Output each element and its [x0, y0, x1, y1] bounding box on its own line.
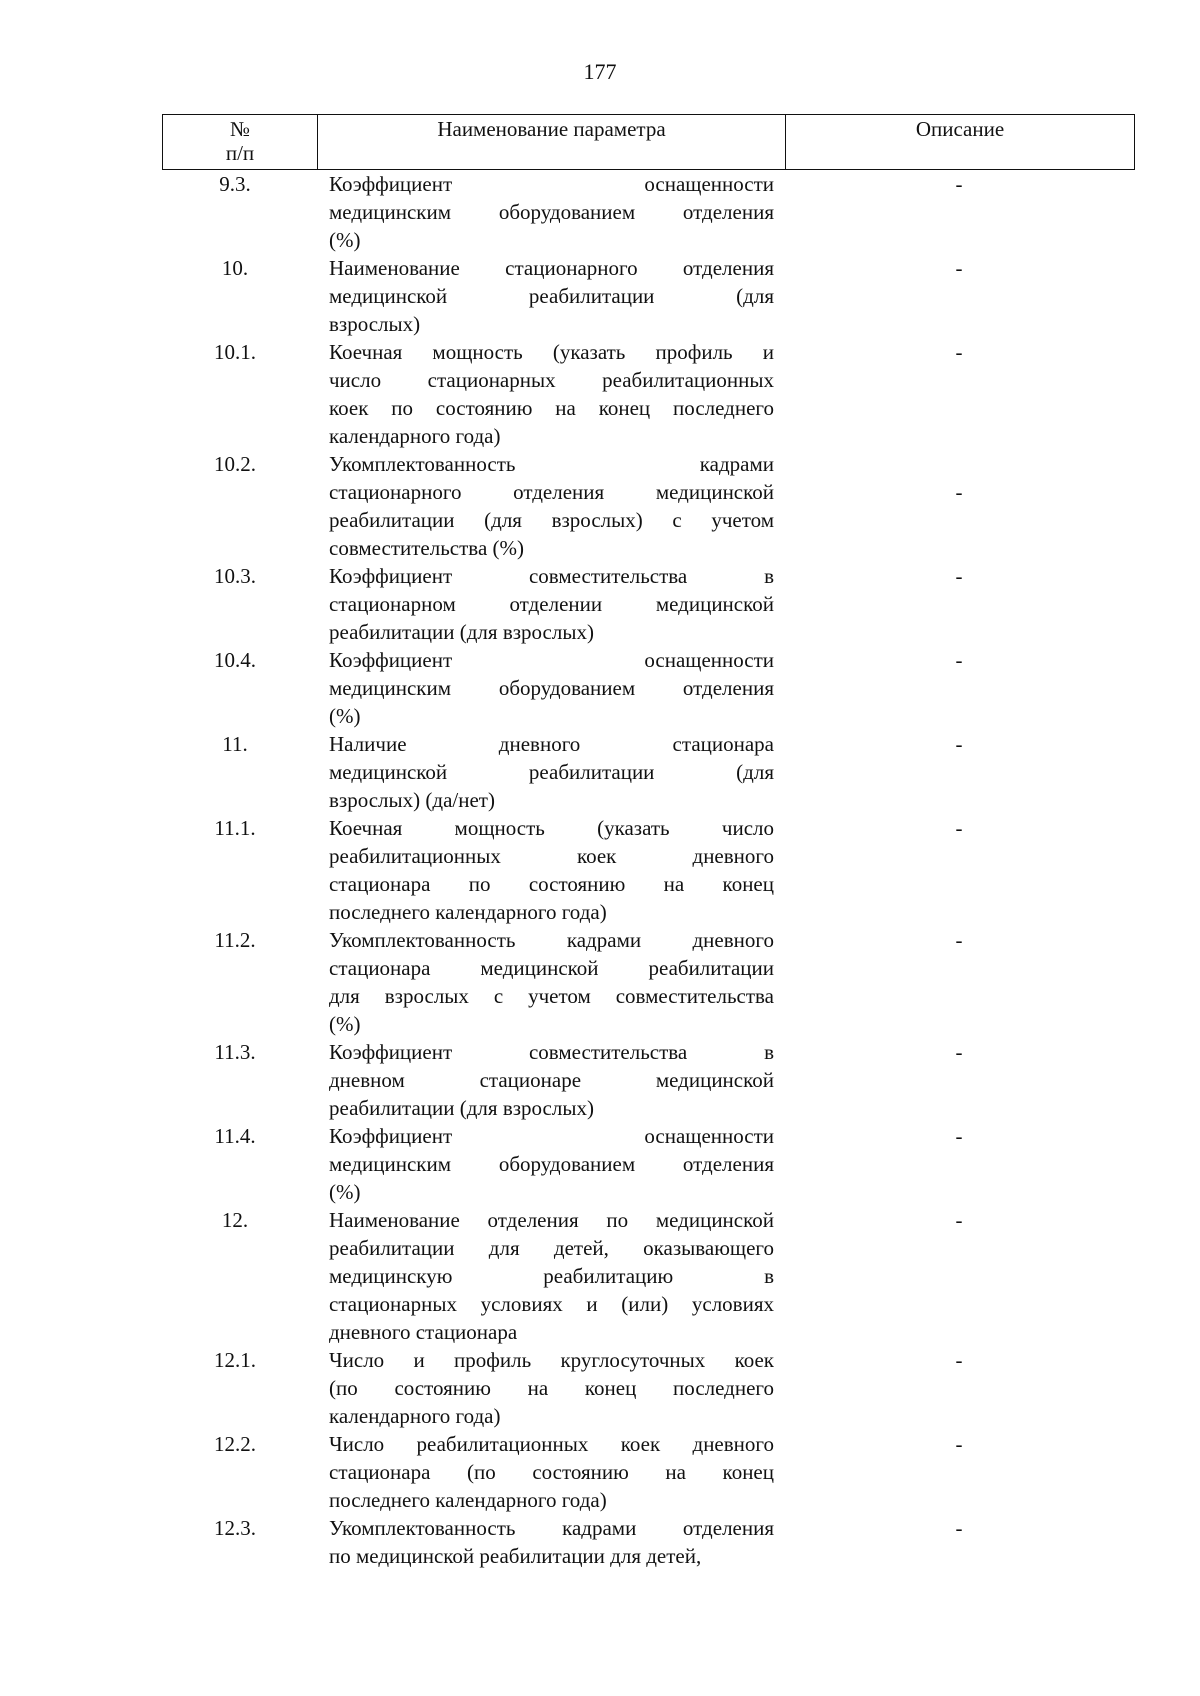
table-row: [162, 814, 1135, 926]
parameter-name-line: Число и профиль круглосуточных коек: [329, 1348, 774, 1372]
parameter-name-line: последнего календарного года): [329, 1488, 607, 1512]
parameter-name-line: стационарного отделения медицинской: [329, 480, 774, 504]
parameter-name: [316, 814, 785, 926]
table-row: [162, 1122, 1135, 1206]
table-row: [162, 730, 1135, 814]
description-value: -: [955, 816, 963, 840]
parameter-name-line: взрослых): [329, 312, 421, 336]
header-num: [163, 115, 317, 169]
table-body: [162, 170, 1135, 1570]
parameter-name: [316, 170, 785, 254]
parameter-name: [316, 1038, 785, 1122]
parameter-name-line: Наименование стационарного отделения: [329, 256, 774, 280]
table-row: [162, 338, 1135, 450]
table-header: [162, 114, 1135, 170]
row-number: 10.1.: [214, 340, 256, 364]
parameter-name-line: Коэффициент оснащенности: [329, 172, 774, 196]
parameter-name-line: дневного стационара: [329, 1320, 518, 1344]
parameter-name-line: Коечная мощность (указать профиль и: [329, 340, 774, 364]
description-value: -: [955, 1040, 963, 1064]
table-row: [162, 562, 1135, 646]
table-row: [162, 1430, 1135, 1514]
table-row: [162, 170, 1135, 254]
parameter-name-line: совместительства (%): [329, 536, 524, 560]
row-number: 11.2.: [214, 928, 256, 952]
description-value: -: [955, 1208, 963, 1232]
parameter-name-line: (%): [329, 1180, 361, 1204]
parameter-name-line: стационара по состоянию на конец: [329, 872, 774, 896]
table-row: [162, 1206, 1135, 1346]
parameter-name-line: медицинской реабилитации (для: [329, 760, 774, 784]
parameter-name-line: стационара медицинской реабилитации: [329, 956, 774, 980]
row-number: 10.3.: [214, 564, 256, 588]
page-number: 177: [583, 59, 617, 84]
parameter-name-line: Укомплектованность кадрами: [329, 452, 774, 476]
parameter-name: [316, 1122, 785, 1206]
parameter-name-line: стационарных условиях и (или) условиях: [329, 1292, 774, 1316]
parameter-name: [316, 562, 785, 646]
description-value: -: [955, 1516, 963, 1540]
parameter-name-line: реабилитации (для взрослых) с учетом: [329, 508, 774, 532]
parameter-name-line: коек по состоянию на конец последнего: [329, 396, 774, 420]
parameter-name: [316, 338, 785, 450]
description-value: -: [955, 1432, 963, 1456]
description-value: -: [955, 928, 963, 952]
table-row: [162, 1038, 1135, 1122]
header-description: Описание: [915, 117, 1005, 141]
description-value: -: [955, 732, 963, 756]
header-name: Наименование параметра: [317, 115, 786, 169]
parameter-name-line: реабилитации (для взрослых): [329, 620, 594, 644]
parameter-name-line: по медицинской реабилитации для детей,: [329, 1544, 702, 1568]
parameter-name-line: медицинским оборудованием отделения: [329, 1152, 774, 1176]
parameter-name-line: календарного года): [329, 1404, 501, 1428]
table-row: [162, 254, 1135, 338]
parameter-name-line: реабилитации для детей, оказывающего: [329, 1236, 774, 1260]
parameter-name-line: стационарном отделении медицинской: [329, 592, 774, 616]
row-number: 10.2.: [214, 452, 256, 476]
parameter-name-line: Коэффициент совместительства в: [329, 564, 774, 588]
description-value: -: [955, 1348, 963, 1372]
row-number: 12.1.: [214, 1348, 256, 1372]
table-row: [162, 646, 1135, 730]
row-number: 11.3.: [214, 1040, 256, 1064]
row-number: 10.4.: [214, 648, 256, 672]
description-value: -: [955, 256, 963, 280]
parameter-name-line: число стационарных реабилитационных: [329, 368, 774, 392]
parameter-name-line: календарного года): [329, 424, 501, 448]
parameter-name: [316, 1430, 785, 1514]
parameters-table: [162, 114, 1135, 1570]
parameter-name-line: Коэффициент оснащенности: [329, 1124, 774, 1148]
row-number: 10.: [221, 256, 249, 280]
description-value: -: [955, 648, 963, 672]
row-number: 12.2.: [214, 1432, 256, 1456]
parameter-name-line: (%): [329, 228, 361, 252]
description-value: -: [955, 564, 963, 588]
description-value: -: [955, 1124, 963, 1148]
parameter-name-line: Коечная мощность (указать число: [329, 816, 774, 840]
parameter-name: [316, 254, 785, 338]
parameter-name-line: Коэффициент оснащенности: [329, 648, 774, 672]
row-number: 9.3.: [219, 172, 251, 196]
parameter-name-line: Число реабилитационных коек дневного: [329, 1432, 774, 1456]
parameter-name-line: (%): [329, 704, 361, 728]
parameter-name: [316, 926, 785, 1038]
parameter-name: [316, 730, 785, 814]
parameter-name-line: реабилитации (для взрослых): [329, 1096, 594, 1120]
parameter-name: [316, 646, 785, 730]
parameter-name-line: реабилитационных коек дневного: [329, 844, 774, 868]
parameter-name-line: медицинскую реабилитацию в: [329, 1264, 774, 1288]
parameter-name-line: Наименование отделения по медицинской: [329, 1208, 774, 1232]
table-row: [162, 926, 1135, 1038]
parameter-name-line: медицинским оборудованием отделения: [329, 200, 774, 224]
parameter-name: [316, 1346, 785, 1430]
header-num-abbrev: п/п: [225, 141, 255, 165]
row-number: 12.: [221, 1208, 249, 1232]
parameter-name: [316, 450, 785, 562]
table-row: [162, 1514, 1135, 1570]
row-number: 11.1.: [214, 816, 256, 840]
parameter-name-line: взрослых) (да/нет): [329, 788, 495, 812]
row-number: 12.3.: [214, 1516, 256, 1540]
parameter-name-line: медицинской реабилитации (для: [329, 284, 774, 308]
description-value: -: [955, 340, 963, 364]
parameter-name-line: медицинским оборудованием отделения: [329, 676, 774, 700]
row-number: 11.: [222, 732, 248, 756]
table-row: [162, 450, 1135, 562]
parameter-name-line: Укомплектованность кадрами дневного: [329, 928, 774, 952]
description-value: -: [955, 172, 963, 196]
parameter-name-line: Наличие дневного стационара: [329, 732, 774, 756]
parameter-name-line: Коэффициент совместительства в: [329, 1040, 774, 1064]
parameter-name-line: Укомплектованность кадрами отделения: [329, 1516, 774, 1540]
header-num-symbol: №: [229, 117, 251, 141]
parameter-name-line: дневном стационаре медицинской: [329, 1068, 774, 1092]
table-row: [162, 1346, 1135, 1430]
parameter-name-line: последнего календарного года): [329, 900, 607, 924]
parameter-name-line: (%): [329, 1012, 361, 1036]
row-number: 11.4.: [214, 1124, 256, 1148]
parameter-name: [316, 1514, 785, 1570]
description-value: -: [955, 480, 963, 504]
parameter-name-line: (по состоянию на конец последнего: [329, 1376, 774, 1400]
parameter-name-line: стационара (по состоянию на конец: [329, 1460, 774, 1484]
parameter-name-line: для взрослых с учетом совместительства: [329, 984, 774, 1008]
parameter-name: [316, 1206, 785, 1346]
